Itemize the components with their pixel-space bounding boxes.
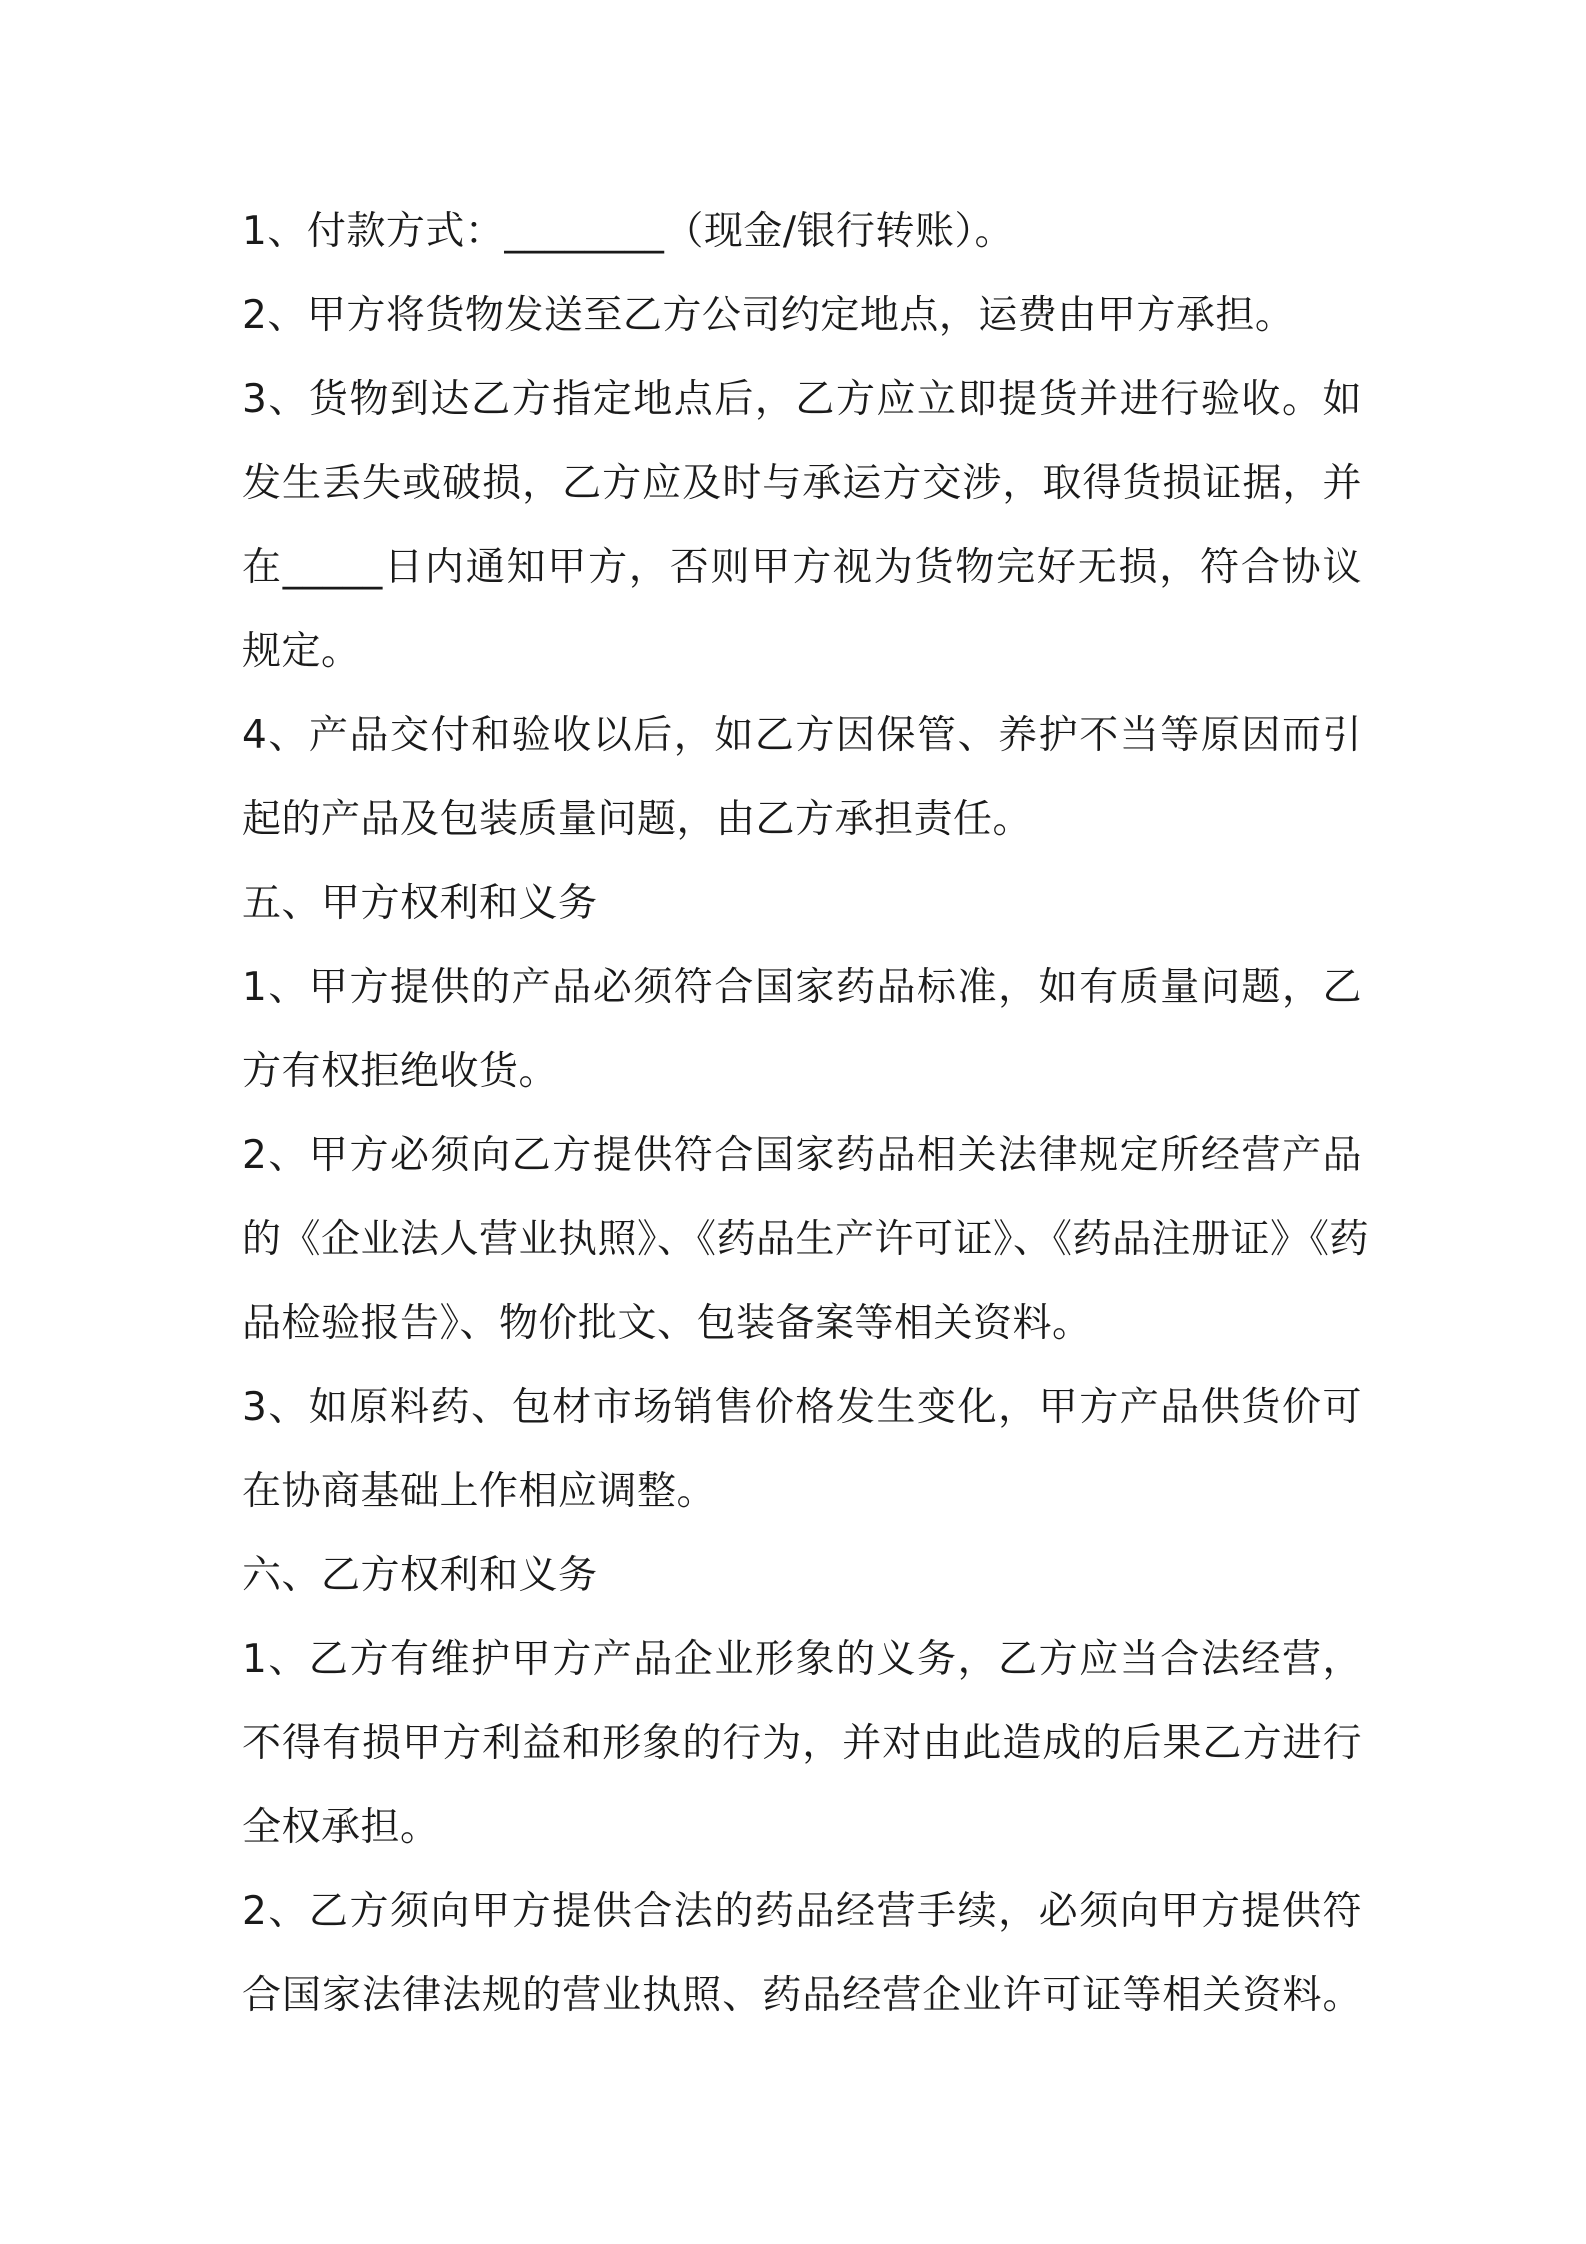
text-line: 3、如原料药、包材市场销售价格发生变化，甲方产品供货价可 [242, 1385, 1362, 1430]
text-line: 1、乙方有维护甲方产品企业形象的义务，乙方应当合法经营， [242, 1637, 1362, 1682]
text-line: 在_____日内通知甲方，否则甲方视为货物完好无损，符合协议 [242, 545, 1362, 590]
text-line: 方有权拒绝收货。 [242, 1049, 559, 1094]
text-line: 的《企业法人营业执照》、《药品生产许可证》、《药品注册证》《药 [242, 1217, 1370, 1262]
text-line: 不得有损甲方利益和形象的行为，并对由此造成的后果乙方进行 [242, 1721, 1362, 1766]
text-line: 全权承担。 [242, 1805, 440, 1850]
text-line: 起的产品及包装质量问题，由乙方承担责任。 [242, 797, 1033, 842]
text-line: 3、货物到达乙方指定地点后，乙方应立即提货并进行验收。如 [242, 377, 1362, 422]
text-line: 六、乙方权利和义务 [242, 1553, 598, 1598]
text-line: 2、甲方将货物发送至乙方公司约定地点，运费由甲方承担。 [242, 293, 1295, 338]
text-line: 在协商基础上作相应调整。 [242, 1469, 717, 1514]
text-line: 五、甲方权利和义务 [242, 881, 598, 926]
text-line: 1、付款方式：________（现金/银行转账）。 [242, 209, 1014, 254]
text-line: 1、甲方提供的产品必须符合国家药品标准，如有质量问题，乙 [242, 965, 1362, 1010]
text-line: 合国家法律法规的营业执照、药品经营企业许可证等相关资料。 [242, 1973, 1362, 2018]
text-line: 2、甲方必须向乙方提供符合国家药品相关法律规定所经营产品 [242, 1133, 1362, 1178]
text-line: 4、产品交付和验收以后，如乙方因保管、养护不当等原因而引 [242, 713, 1362, 758]
document-body [242, 190, 1370, 2038]
text-line: 2、乙方须向甲方提供合法的药品经营手续，必须向甲方提供符 [242, 1889, 1362, 1934]
text-line: 规定。 [242, 629, 361, 674]
text-line: 品检验报告》、物价批文、包装备案等相关资料。 [242, 1301, 1092, 1346]
text-line: 发生丢失或破损，乙方应及时与承运方交涉，取得货损证据，并 [242, 461, 1362, 506]
